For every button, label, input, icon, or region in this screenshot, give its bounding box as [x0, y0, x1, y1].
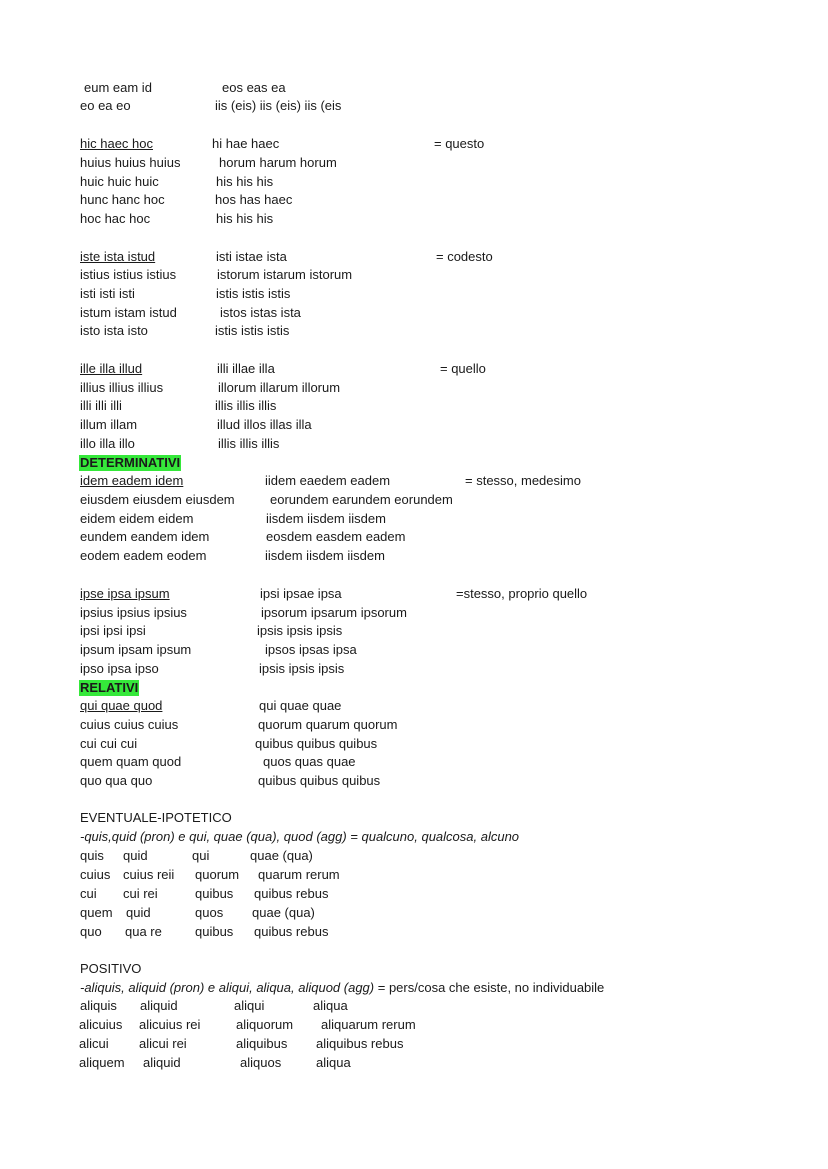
ipse-dat-singular: ipsi ipsi ipsi — [80, 623, 146, 638]
eventuale-cell: qua re — [125, 924, 162, 939]
ipse-acc-singular: ipsum ipsam ipsum — [80, 642, 192, 657]
eventuale-cell: quem — [80, 905, 113, 920]
eventuale-cell: quid — [126, 905, 151, 920]
positivo-description-meaning: = pers/cosa che esiste, no individuabile — [374, 980, 605, 995]
positivo-cell: aliquem — [79, 1055, 125, 1070]
idem-dat-singular: eidem eidem eidem — [80, 511, 194, 526]
iste-meaning: = codesto — [436, 249, 493, 264]
eventuale-cell: cuius reii — [123, 867, 175, 882]
positivo-cell: alicuius — [79, 1017, 123, 1032]
ipse-gen-singular: ipsius ipsius ipsius — [80, 605, 187, 620]
positivo-cell: aliquid — [140, 998, 178, 1013]
is-acc-plural: eos eas ea — [222, 80, 286, 95]
eventuale-cell: quibus rebus — [254, 886, 329, 901]
ipse-dat-plural: ipsis ipsis ipsis — [257, 623, 343, 638]
is-abl-plural: iis (eis) iis (eis) iis (eis — [215, 98, 342, 113]
ille-abl-singular: illo illa illo — [80, 436, 135, 451]
positivo-description — [80, 980, 604, 996]
idem-abl-plural: iisdem iisdem iisdem — [265, 548, 385, 563]
iste-dat-singular: isti isti isti — [80, 286, 135, 301]
relativi-heading: RELATIVI — [80, 680, 139, 695]
iste-gen-singular: istius istius istius — [80, 267, 177, 282]
eventuale-cell: quarum rerum — [258, 867, 340, 882]
determinativi-heading: DETERMINATIVI — [80, 455, 181, 470]
qui-abl-plural: quibus quibus quibus — [258, 773, 381, 788]
eventuale-cell: quae (qua) — [250, 848, 313, 863]
idem-acc-plural: eosdem easdem eadem — [266, 529, 406, 544]
positivo-cell: aliqua — [313, 998, 348, 1013]
eventuale-cell: cui rei — [123, 886, 158, 901]
eventuale-cell: quos — [195, 905, 224, 920]
eventuale-cell: quorum — [195, 867, 240, 882]
ille-gen-singular: illius illius illius — [80, 380, 164, 395]
ipse-nom-plural: ipsi ipsae ipsa — [260, 586, 342, 601]
hic-gen-plural: horum harum horum — [219, 155, 337, 170]
ille-acc-plural: illud illos illas illa — [217, 417, 312, 432]
eventuale-description: -quis,quid (pron) e qui, quae (qua), quod (agg) = qualcuno, qualcosa, alcuno — [80, 829, 520, 844]
qui-dat-plural: quibus quibus quibus — [255, 736, 378, 751]
hic-dat-plural: his his his — [216, 174, 274, 189]
qui-nom-plural: qui quae quae — [259, 698, 342, 713]
iste-dat-plural: istis istis istis — [216, 286, 291, 301]
positivo-title: POSITIVO — [80, 961, 142, 976]
positivo-cell: aliquibus rebus — [316, 1036, 404, 1051]
qui-abl-singular: quo qua quo — [80, 773, 153, 788]
iste-acc-singular: istum istam istud — [80, 305, 177, 320]
ipse-abl-plural: ipsis ipsis ipsis — [259, 661, 345, 676]
iste-abl-plural: istis istis istis — [215, 323, 290, 338]
ille-meaning: = quello — [440, 361, 486, 376]
hic-acc-singular: hunc hanc hoc — [80, 192, 165, 207]
positivo-cell: aliquarum rerum — [321, 1017, 416, 1032]
eventuale-cell: quo — [80, 924, 102, 939]
ipse-gen-plural: ipsorum ipsarum ipsorum — [261, 605, 407, 620]
idem-nom-plural: iidem eaedem eadem — [265, 473, 391, 488]
idem-meaning: = stesso, medesimo — [465, 473, 581, 488]
ille-nom-plural: illi illae illa — [217, 361, 275, 376]
ipse-meaning: =stesso, proprio quello — [456, 586, 588, 601]
ipse-acc-plural: ipsos ipsas ipsa — [265, 642, 357, 657]
positivo-cell: aliquid — [143, 1055, 181, 1070]
ille-dat-plural: illis illis illis — [215, 398, 277, 413]
qui-gen-singular: cuius cuius cuius — [80, 717, 179, 732]
eventuale-title: EVENTUALE-IPOTETICO — [80, 810, 232, 825]
qui-dat-singular: cui cui cui — [80, 736, 138, 751]
hic-abl-singular: hoc hac hoc — [80, 211, 151, 226]
idem-acc-singular: eundem eandem idem — [80, 529, 210, 544]
idem-abl-singular: eodem eadem eodem — [80, 548, 207, 563]
positivo-cell: aliquibus — [236, 1036, 288, 1051]
eventuale-cell: quae (qua) — [252, 905, 315, 920]
positivo-cell: aliqua — [316, 1055, 351, 1070]
ipse-abl-singular: ipso ipsa ipso — [80, 661, 159, 676]
eventuale-cell: quibus — [195, 924, 234, 939]
hic-nom-plural: hi hae haec — [212, 136, 280, 151]
positivo-cell: alicuius rei — [139, 1017, 201, 1032]
positivo-cell: aliquos — [240, 1055, 282, 1070]
eventuale-cell: quibus rebus — [254, 924, 329, 939]
positivo-cell: aliquorum — [236, 1017, 294, 1032]
qui-nom-singular: qui quae quod — [80, 698, 163, 713]
ille-nom-singular: ille illa illud — [80, 361, 143, 376]
idem-dat-plural: iisdem iisdem iisdem — [266, 511, 386, 526]
eventuale-cell: quis — [80, 848, 104, 863]
positivo-cell: aliqui — [234, 998, 265, 1013]
iste-gen-plural: istorum istarum istorum — [217, 267, 353, 282]
idem-gen-plural: eorundem earundem eorundem — [270, 492, 453, 507]
positivo-cell: alicui — [79, 1036, 109, 1051]
hic-abl-plural: his his his — [216, 211, 274, 226]
ille-acc-singular: illum illam — [80, 417, 138, 432]
eventuale-cell: cui — [80, 886, 97, 901]
ille-dat-singular: illi illi illi — [80, 398, 122, 413]
eventuale-cell: cuius — [80, 867, 111, 882]
iste-nom-plural: isti istae ista — [216, 249, 287, 264]
positivo-cell: aliquis — [80, 998, 117, 1013]
qui-acc-plural: quos quas quae — [263, 754, 356, 769]
eventuale-cell: quibus — [195, 886, 234, 901]
idem-gen-singular: eiusdem eiusdem eiusdem — [80, 492, 235, 507]
hic-nom-singular: hic haec hoc — [80, 136, 153, 151]
idem-nom-singular: idem eadem idem — [80, 473, 184, 488]
qui-acc-singular: quem quam quod — [80, 754, 182, 769]
qui-gen-plural: quorum quarum quorum — [258, 717, 398, 732]
ipse-nom-singular: ipse ipsa ipsum — [80, 586, 170, 601]
is-acc-singular: eum eam id — [84, 80, 152, 95]
iste-nom-singular: iste ista istud — [80, 249, 156, 264]
eventuale-cell: quid — [123, 848, 148, 863]
ille-abl-plural: illis illis illis — [218, 436, 280, 451]
hic-dat-singular: huic huic huic — [80, 174, 159, 189]
ille-gen-plural: illorum illarum illorum — [218, 380, 341, 395]
iste-acc-plural: istos istas ista — [220, 305, 301, 320]
hic-gen-singular: huius huius huius — [80, 155, 181, 170]
positivo-cell: alicui rei — [139, 1036, 187, 1051]
hic-acc-plural: hos has haec — [215, 192, 293, 207]
hic-meaning: = questo — [434, 136, 485, 151]
eventuale-cell: qui — [192, 848, 210, 863]
is-abl-singular: eo ea eo — [80, 98, 131, 113]
iste-abl-singular: isto ista isto — [80, 323, 148, 338]
positivo-description-forms: -aliquis, aliquid (pron) e aliqui, aliqua, aliquod (agg) — [80, 980, 375, 995]
